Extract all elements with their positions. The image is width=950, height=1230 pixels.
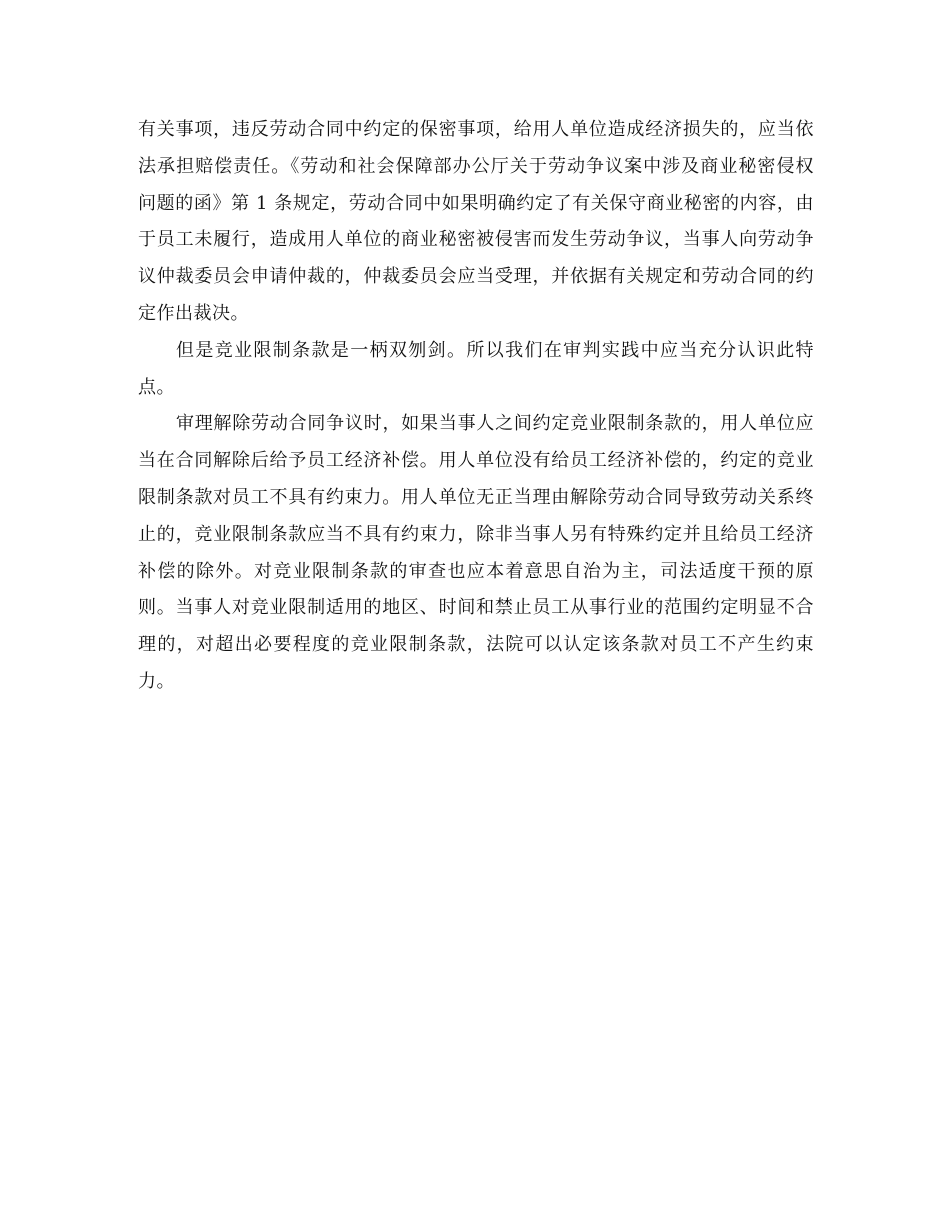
paragraph-double-edged: [138, 333, 814, 407]
text-line: 定作出裁决。: [138, 302, 249, 324]
text-line: 限制条款对员工不具有约束力。用人单位无正当理由解除劳动合同导致劳动关系终: [138, 486, 814, 508]
paragraph-trade-secret: [138, 112, 814, 333]
text-line: 力。: [138, 670, 175, 692]
text-line: 止的，竞业限制条款应当不具有约束力，除非当事人另有特殊约定并且给员工经济: [138, 523, 814, 545]
text-line: 则。当事人对竞业限制适用的地区、时间和禁止员工从事行业的范围约定明显不合: [138, 597, 814, 619]
text-line: 补偿的除外。对竞业限制条款的审查也应本着意思自治为主，司法适度干预的原: [138, 560, 814, 582]
paragraph-non-compete-review: [138, 406, 814, 700]
text-line: 理的，对超出必要程度的竞业限制条款，法院可以认定该条款对员工不产生约束: [138, 634, 814, 656]
text-line: 审理解除劳动合同争议时，如果当事人之间约定竞业限制条款的，用人单位应: [176, 413, 814, 435]
text-line: 点。: [138, 376, 175, 398]
text-line: 当在合同解除后给予员工经济补偿。用人单位没有给员工经济补偿的，约定的竞业: [138, 450, 814, 472]
text-line: 法承担赔偿责任。《劳动和社会保障部办公厅关于劳动争议案中涉及商业秘密侵权: [138, 155, 814, 177]
text-line: 但是竞业限制条款是一柄双刎剑。所以我们在审判实践中应当充分认识此特: [176, 339, 814, 361]
document-body: [138, 112, 814, 701]
text-line: 有关事项，违反劳动合同中约定的保密事项，给用人单位造成经济损失的，应当依: [138, 119, 814, 140]
text-line: 问题的函》第 1 条规定，劳动合同中如果明确约定了有关保守商业秘密的内容，由: [138, 192, 814, 214]
text-line: 于员工未履行，造成用人单位的商业秘密被侵害而发生劳动争议，当事人向劳动争: [138, 229, 814, 251]
text-line: 议仲裁委员会申请仲裁的，仲裁委员会应当受理，并依据有关规定和劳动合同的约: [138, 266, 814, 288]
